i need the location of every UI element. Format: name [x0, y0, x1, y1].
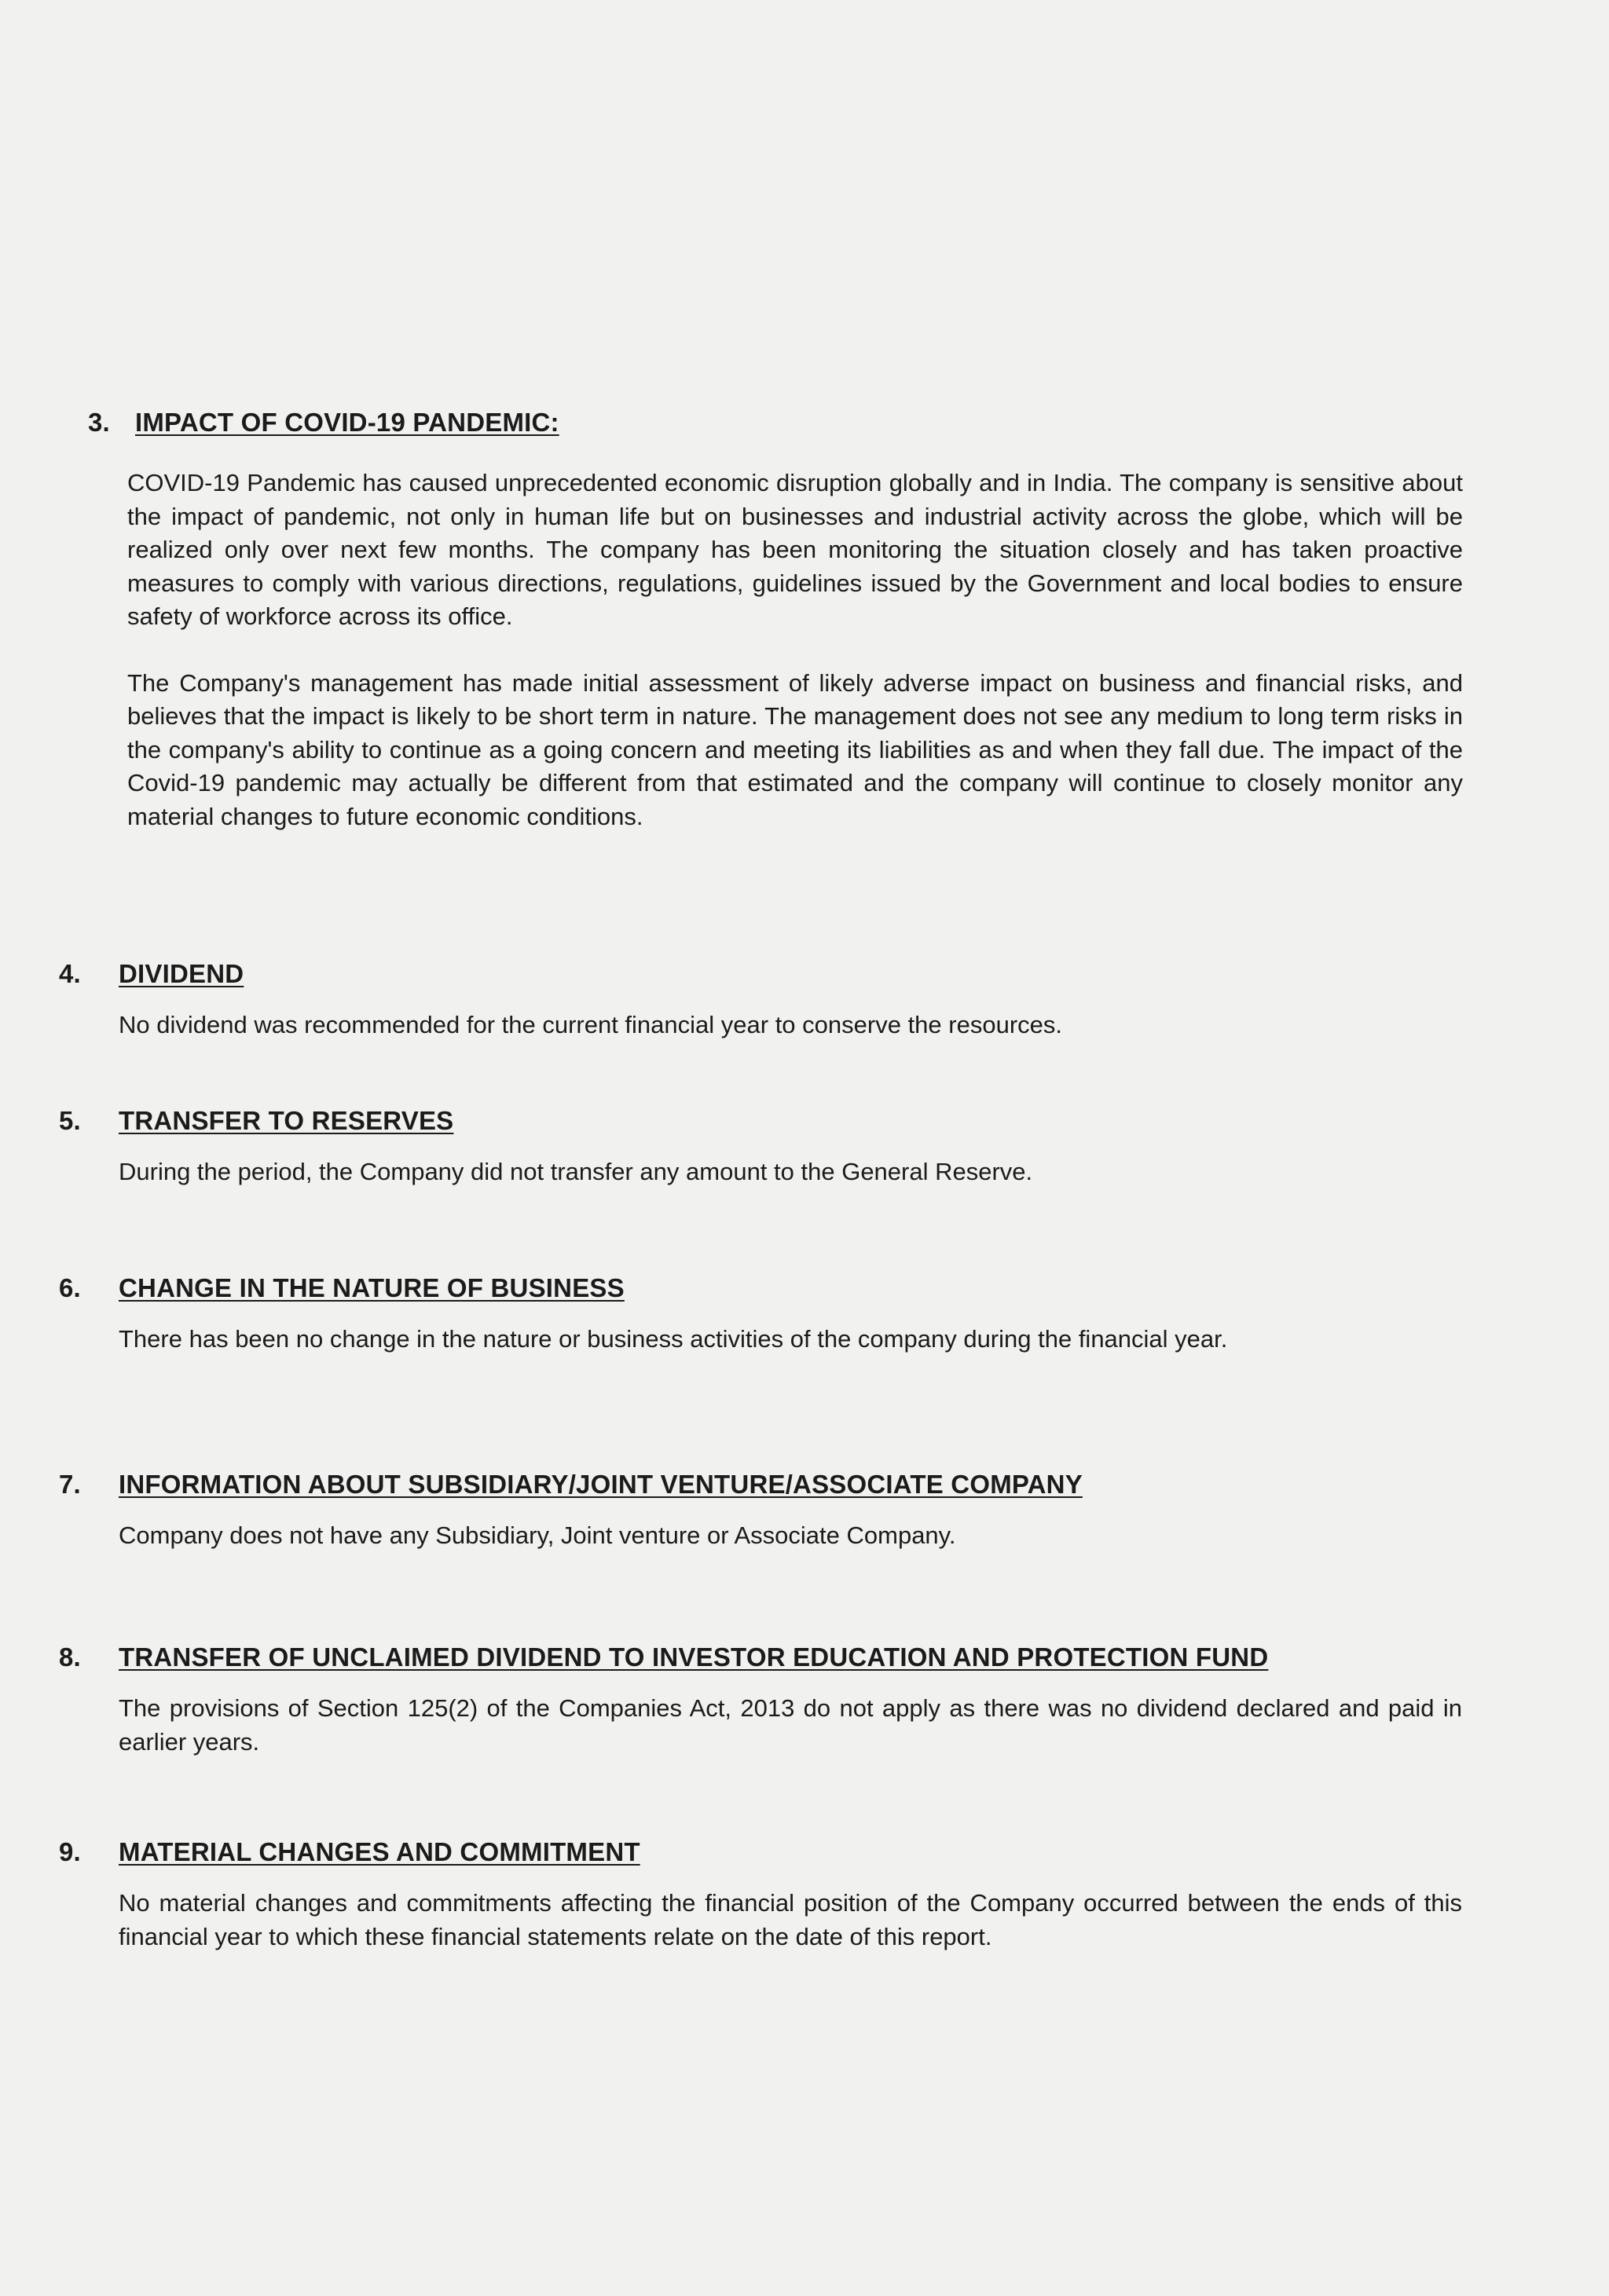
- section-heading: [59, 1469, 1465, 1500]
- section-paragraph: There has been no change in the nature or business activities of the company during the financial year.: [119, 1325, 1228, 1353]
- section-paragraph: No material changes and commitments affecting the financial position of the Company occurred between the ends of this financial year to which these financial statements relate on the date of this report.: [119, 1889, 1462, 1950]
- section-heading: [59, 1642, 1465, 1673]
- section-paragraph: COVID-19 Pandemic has caused unprecedented economic disruption globally and in India. The company is sensitive about the impact of pandemic, not only in human life but on businesses and industrial activity across the globe, which will be realized only over next few months. The company has been monitoring the situation closely and has taken proactive measures to comply with various directions, regulations, guidelines issued by the Government and local bodies to ensure safety of workforce across its office.: [127, 469, 1463, 630]
- section-material-changes: [59, 1836, 1465, 1954]
- section-paragraph: The Company's management has made initial assessment of likely adverse impact on business and financial risks, and believes that the impact is likely to be short term in nature. The management does not see any medium to long term risks in the company's ability to continue as a going concern and meeting its liabilities as and when they fall due. The impact of the Covid-19 pandemic may actually be different from that estimated and the company will continue to closely monitor any material changes to future economic conditions.: [127, 668, 1463, 830]
- section-title: DIVIDEND: [119, 959, 244, 988]
- section-heading: [88, 407, 1471, 438]
- section-heading: [59, 1105, 1465, 1137]
- section-paragraph: The provisions of Section 125(2) of the Companies Act, 2013 do not apply as there was no dividend declared and paid in earlier years.: [119, 1694, 1462, 1756]
- section-transfer-to-reserves: [59, 1105, 1465, 1189]
- section-heading: [59, 1273, 1465, 1304]
- section-number: 7.: [59, 1470, 81, 1499]
- section-number: 9.: [59, 1837, 81, 1866]
- section-paragraph: Company does not have any Subsidiary, Joint venture or Associate Company.: [119, 1522, 956, 1549]
- section-number: 6.: [59, 1273, 81, 1302]
- section-title: IMPACT OF COVID-19 PANDEMIC:: [135, 408, 559, 437]
- section-number: 5.: [59, 1106, 81, 1135]
- section-number: 3.: [88, 408, 110, 437]
- section-paragraph: During the period, the Company did not transfer any amount to the General Reserve.: [119, 1158, 1033, 1185]
- section-heading: [59, 958, 1465, 990]
- section-unclaimed-dividend: [59, 1642, 1465, 1759]
- section-heading: [59, 1836, 1465, 1868]
- section-title: MATERIAL CHANGES AND COMMITMENT: [119, 1837, 640, 1866]
- section-subsidiary-info: [59, 1469, 1465, 1553]
- section-number: 4.: [59, 959, 81, 988]
- section-title: CHANGE IN THE NATURE OF BUSINESS: [119, 1273, 625, 1302]
- section-title: INFORMATION ABOUT SUBSIDIARY/JOINT VENTURE/ASSOCIATE COMPANY: [119, 1470, 1083, 1499]
- section-title: TRANSFER OF UNCLAIMED DIVIDEND TO INVESTOR EDUCATION AND PROTECTION FUND: [119, 1642, 1269, 1672]
- section-number: 8.: [59, 1642, 81, 1672]
- section-paragraph: No dividend was recommended for the current financial year to conserve the resources.: [119, 1011, 1062, 1038]
- section-dividend: [59, 958, 1465, 1042]
- section-covid-impact: [88, 407, 1471, 833]
- section-change-in-business: [59, 1273, 1465, 1357]
- section-title: TRANSFER TO RESERVES: [119, 1106, 454, 1135]
